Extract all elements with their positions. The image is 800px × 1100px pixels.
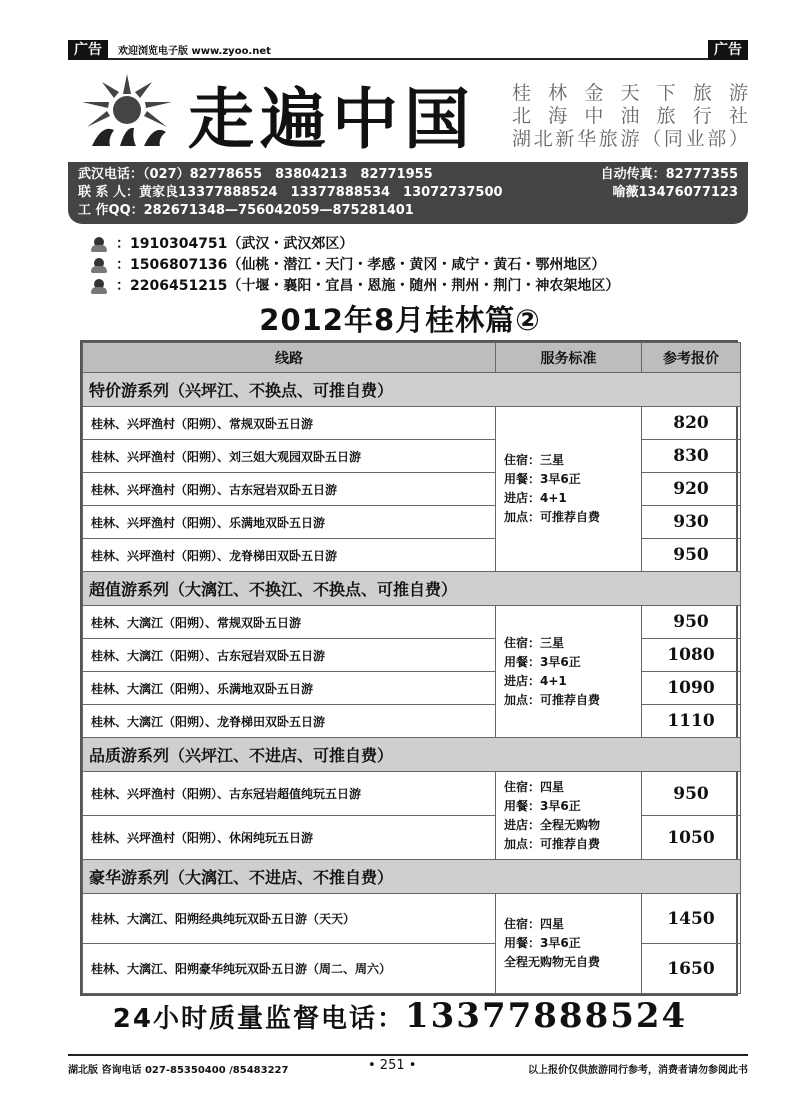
- price-cell: 950: [642, 539, 741, 572]
- route-cell: 桂林、大漓江（阳朔）、古东冠岩双卧五日游: [83, 639, 496, 672]
- footer-disclaimer: 以上报价仅供旅游同行参考，消费者请勿参阅此书: [528, 1065, 748, 1076]
- top-bar: [68, 40, 748, 60]
- price-cell: 1080: [642, 639, 741, 672]
- ad-label-left: 广告: [68, 40, 108, 60]
- service-item: 加点：可推荐自费: [504, 836, 601, 851]
- price-cell: 1450: [642, 894, 741, 944]
- fax-line: 自动传真：82777355: [600, 167, 738, 182]
- page-number: • 251 •: [368, 1058, 417, 1073]
- service-item: 进店：全程无购物: [504, 817, 601, 832]
- table-row: [83, 672, 741, 705]
- route-cell: 桂林、兴坪渔村（阳朔）、常规双卧五日游: [83, 407, 496, 440]
- service-item: 进店：4+1: [504, 673, 567, 688]
- section-name: 超值游系列（大漓江、不换江、不换点、可推自费）: [83, 572, 741, 606]
- section-header: [83, 860, 741, 894]
- qq-list: [90, 234, 619, 297]
- footer-left: 湖北版 咨询电话 027-85350400 /85483227: [68, 1065, 289, 1076]
- contact-person-2: 喻薇13476077123: [612, 185, 738, 200]
- route-cell: 桂林、大漓江（阳朔）、龙脊梯田双卧五日游: [83, 705, 496, 738]
- hotline-label: 24小时质量监督电话：: [112, 1004, 405, 1034]
- person-icon: [90, 237, 108, 253]
- route-cell: 桂林、大漓江、阳朔豪华纯玩双卧五日游（周二、周六）: [83, 944, 496, 994]
- price-cell: 820: [642, 407, 741, 440]
- qq-row: [90, 255, 619, 276]
- header-price: 参考报价: [642, 343, 741, 373]
- qq-number: ：1506807136（仙桃・潜江・天门・孝感・黄冈・咸宁・黄石・鄂州地区）: [116, 257, 606, 273]
- table-row: [83, 440, 741, 473]
- service-item: 用餐：3早6正: [504, 654, 581, 669]
- table-row: [83, 894, 741, 944]
- table-row: [83, 639, 741, 672]
- service-item: 全程无购物无自费: [504, 955, 601, 969]
- header-service: 服务标准: [496, 343, 642, 373]
- sun-logo-icon: [72, 72, 182, 152]
- agency-3: 湖北新华旅游（同业部）: [512, 128, 748, 150]
- route-cell: 桂林、兴坪渔村（阳朔）、古东冠岩超值纯玩五日游: [83, 772, 496, 816]
- service-item: 加点：可推荐自费: [504, 510, 601, 524]
- table-row: [83, 506, 741, 539]
- welcome-text: 欢迎浏览电子版 www.zyoo.net: [118, 46, 271, 57]
- section-name: 品质游系列（兴坪江、不进店、可推自费）: [83, 738, 741, 772]
- page-title: 2012年8月桂林篇②: [259, 303, 541, 337]
- service-item: 住宿：三星: [504, 635, 565, 650]
- table-row: [83, 772, 741, 816]
- price-table: [80, 340, 738, 996]
- route-cell: 桂林、兴坪渔村（阳朔）、龙脊梯田双卧五日游: [83, 539, 496, 572]
- logo-area: [68, 64, 748, 160]
- service-cell: [496, 894, 642, 994]
- section-header: [83, 373, 741, 407]
- person-icon: [90, 279, 108, 295]
- price-cell: 1650: [642, 944, 741, 994]
- route-cell: 桂林、大漓江（阳朔）、乐满地双卧五日游: [83, 672, 496, 705]
- section-name: 豪华游系列（大漓江、不进店、不推自费）: [83, 860, 741, 894]
- table-row: [83, 606, 741, 639]
- table-row: [83, 816, 741, 860]
- qq-number: ：1910304751（武汉・武汉郊区）: [116, 236, 354, 252]
- hotline-number: 13377888524: [404, 996, 688, 1036]
- service-cell: [496, 772, 642, 860]
- price-cell: 830: [642, 440, 741, 473]
- route-cell: 桂林、兴坪渔村（阳朔）、乐满地双卧五日游: [83, 506, 496, 539]
- price-cell: 950: [642, 772, 741, 816]
- service-cell: [496, 407, 642, 572]
- brand-name: 走遍中国: [188, 80, 476, 158]
- service-item: 进店：4+1: [504, 491, 567, 505]
- table-row: [83, 539, 741, 572]
- qq-line: 工 作QQ：282671348—756042059—875281401: [78, 203, 414, 218]
- agency-list: [512, 82, 748, 151]
- route-cell: 桂林、兴坪渔村（阳朔）、刘三姐大观园双卧五日游: [83, 440, 496, 473]
- service-item: 住宿：三星: [504, 453, 565, 467]
- section-header: [83, 572, 741, 606]
- qq-number: ：2206451215（十堰・襄阳・宜昌・恩施・随州・荆州・荆门・神农架地区）: [116, 278, 620, 294]
- price-cell: 1090: [642, 672, 741, 705]
- price-cell: 930: [642, 506, 741, 539]
- section-header: [83, 738, 741, 772]
- qq-row: [90, 276, 619, 297]
- qq-row: [90, 234, 619, 255]
- table-row: [83, 473, 741, 506]
- price-cell: 950: [642, 606, 741, 639]
- service-item: 用餐：3早6正: [504, 798, 581, 813]
- price-cell: 1050: [642, 816, 741, 860]
- contact-person-line: 联 系 人：黄家良13377888524 13377888534 13072737500: [78, 185, 503, 200]
- route-cell: 桂林、兴坪渔村（阳朔）、古东冠岩双卧五日游: [83, 473, 496, 506]
- route-cell: 桂林、兴坪渔村（阳朔）、休闲纯玩五日游: [83, 816, 496, 860]
- table-row: [83, 705, 741, 738]
- page-footer: [68, 1054, 748, 1076]
- contact-panel: [68, 162, 748, 224]
- price-cell: 1110: [642, 705, 741, 738]
- service-item: 用餐：3早6正: [504, 936, 581, 950]
- section-name: 特价游系列（兴坪江、不换点、可推自费）: [83, 373, 741, 407]
- agency-1: 桂林金天下旅游: [512, 82, 748, 104]
- price-cell: 920: [642, 473, 741, 506]
- agency-2: 北海中油旅行社: [512, 105, 748, 127]
- table-row: [83, 944, 741, 994]
- service-item: 住宿：四星: [504, 779, 565, 794]
- service-cell: [496, 606, 642, 738]
- phone-line: 武汉电话：（027）82778655 83804213 82771955: [78, 167, 433, 182]
- service-item: 住宿：四星: [504, 917, 565, 931]
- service-item: 用餐：3早6正: [504, 472, 581, 486]
- route-cell: 桂林、大漓江（阳朔）、常规双卧五日游: [83, 606, 496, 639]
- ad-label-right: 广告: [708, 40, 748, 60]
- header-route: 线路: [83, 343, 496, 373]
- table-row: [83, 407, 741, 440]
- hotline: [0, 996, 800, 1036]
- route-cell: 桂林、大漓江、阳朔经典纯玩双卧五日游（天天）: [83, 894, 496, 944]
- table-header-row: [83, 343, 741, 373]
- service-item: 加点：可推荐自费: [504, 692, 601, 707]
- person-icon: [90, 258, 108, 274]
